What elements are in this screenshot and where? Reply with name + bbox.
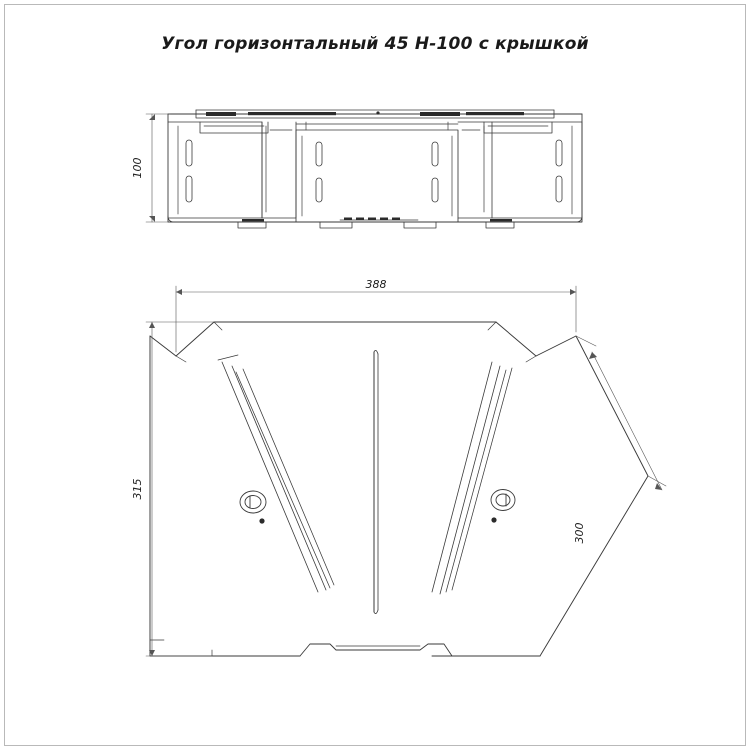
top-view-geometry (150, 322, 648, 656)
dimension-label-100: 100 (131, 157, 144, 179)
dimension-height-315 (146, 322, 214, 656)
dimension-label-300: 300 (573, 522, 586, 544)
dimension-height-100 (146, 114, 170, 222)
page-title: Угол горизонтальный 45 Н-100 с крышкой (161, 34, 589, 54)
dimension-label-315: 315 (131, 478, 144, 500)
dimension-diagonal-300 (576, 336, 666, 490)
dimension-width-388 (176, 286, 576, 352)
front-view-geometry (168, 110, 582, 228)
dimension-label-388: 388 (365, 278, 387, 291)
